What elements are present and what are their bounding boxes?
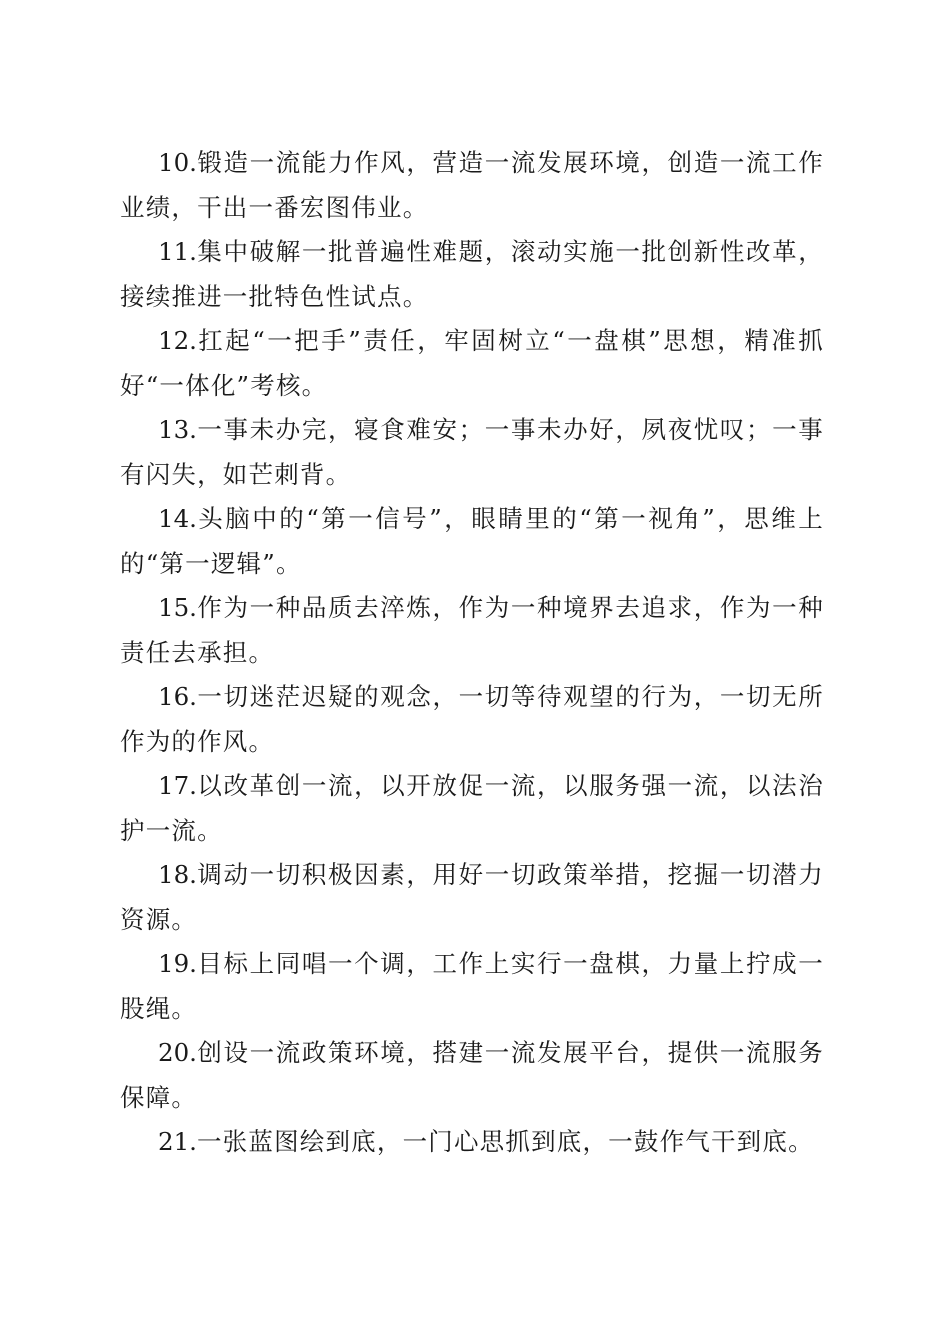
paragraph-number: 16.: [158, 682, 197, 711]
paragraph-21: [120, 1120, 824, 1165]
paragraph-text: 以改革创一流，以开放促一流，以服务强一流，以法治护一流。: [120, 771, 824, 845]
paragraph-13: [120, 408, 824, 497]
paragraph-number: 21.: [158, 1127, 197, 1156]
paragraph-text: 调动一切积极因素，用好一切政策举措，挖掘一切潜力资源。: [120, 860, 824, 934]
paragraph-text: 目标上同唱一个调，工作上实行一盘棋，力量上拧成一股绳。: [120, 949, 824, 1023]
paragraph-text: 一切迷茫迟疑的观念，一切等待观望的行为，一切无所作为的作风。: [120, 682, 824, 756]
paragraph-15: [120, 586, 824, 675]
paragraph-19: [120, 942, 824, 1031]
paragraph-number: 10.: [158, 148, 197, 177]
paragraph-20: [120, 1031, 824, 1120]
paragraph-text: 扛起“一把手”责任，牢固树立“一盘棋”思想，精准抓好“一体化”考核。: [120, 326, 824, 400]
paragraph-text: 锻造一流能力作风，营造一流发展环境，创造一流工作业绩，干出一番宏图伟业。: [120, 148, 824, 222]
paragraph-16: [120, 675, 824, 764]
paragraph-text: 头脑中的“第一信号”，眼睛里的“第一视角”，思维上的“第一逻辑”。: [120, 504, 824, 578]
paragraph-14: [120, 497, 824, 586]
paragraph-number: 17.: [158, 771, 197, 800]
paragraph-18: [120, 853, 824, 942]
paragraph-number: 19.: [158, 949, 197, 978]
paragraph-10: [120, 141, 824, 230]
paragraph-text: 集中破解一批普遍性难题，滚动实施一批创新性改革，接续推进一批特色性试点。: [120, 237, 824, 311]
paragraph-text: 一张蓝图绘到底，一门心思抓到底，一鼓作气干到底。: [196, 1127, 814, 1156]
paragraph-number: 14.: [158, 504, 197, 533]
paragraph-text: 一事未办完，寝食难安；一事未办好，夙夜忧叹；一事有闪失，如芒刺背。: [120, 415, 824, 489]
paragraph-number: 15.: [158, 593, 197, 622]
paragraph-number: 13.: [158, 415, 197, 444]
paragraph-number: 11.: [158, 237, 197, 266]
paragraph-text: 创设一流政策环境，搭建一流发展平台，提供一流服务保障。: [120, 1038, 824, 1112]
paragraph-number: 12.: [158, 326, 197, 355]
paragraph-11: [120, 230, 824, 319]
document-body: [120, 141, 824, 1165]
paragraph-text: 作为一种品质去淬炼，作为一种境界去追求，作为一种责任去承担。: [120, 593, 824, 667]
paragraph-17: [120, 764, 824, 853]
paragraph-number: 18.: [158, 860, 197, 889]
paragraph-12: [120, 319, 824, 408]
paragraph-number: 20.: [158, 1038, 197, 1067]
